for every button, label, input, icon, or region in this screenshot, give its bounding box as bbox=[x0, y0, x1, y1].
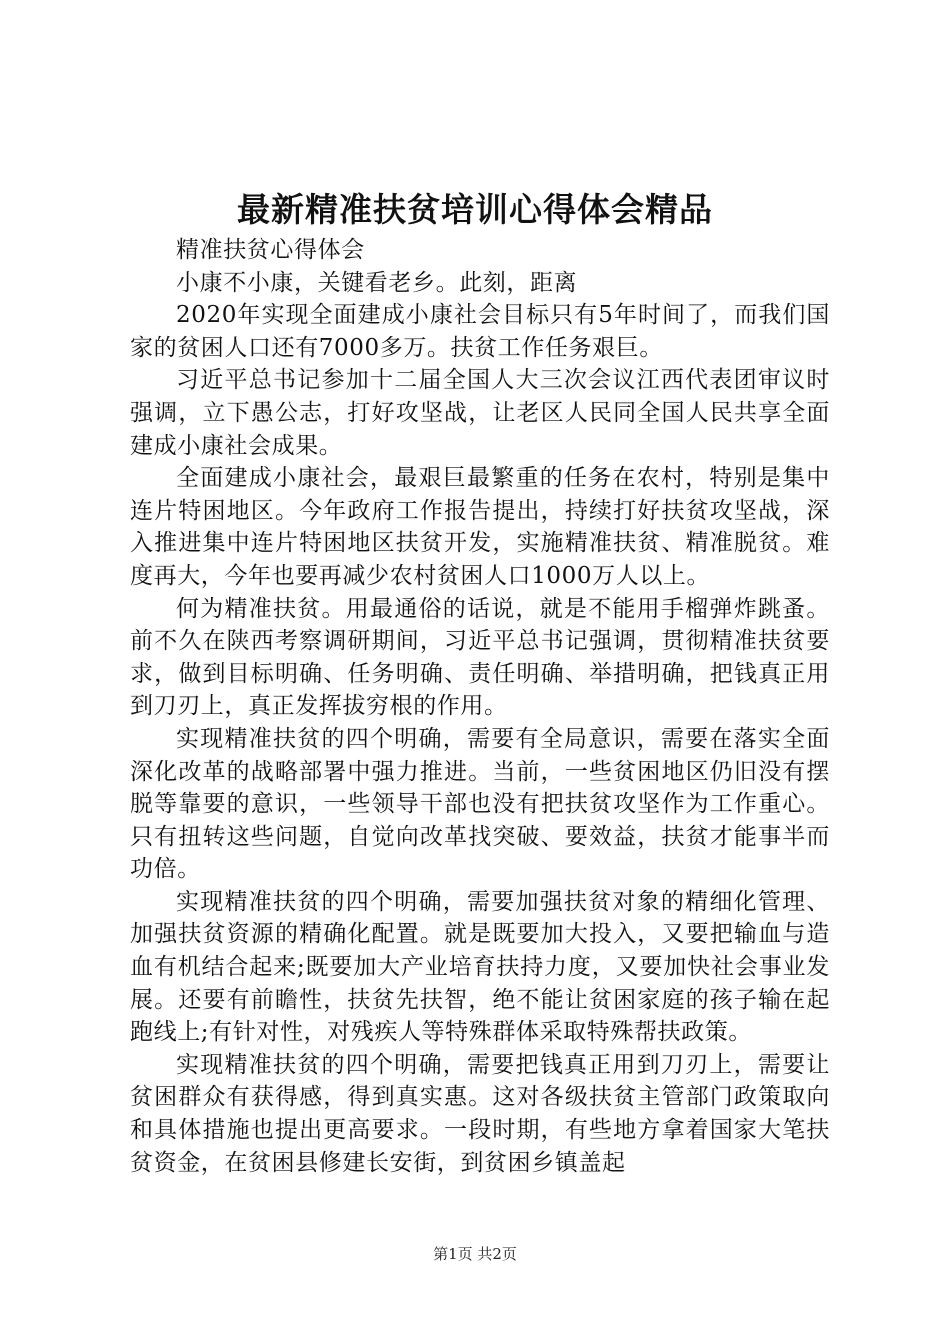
document-body bbox=[130, 234, 830, 1179]
paragraph: 何为精准扶贫。用最通俗的话说，就是不能用手榴弹炸跳蚤。前不久在陕西考察调研期间，习近平总书记强调，贯彻精准扶贫要求，做到目标明确、任务明确、责任明确、举措明确，把钱真正用到刀刃上，真正发挥拔穷根的作用。 bbox=[130, 595, 830, 720]
paragraph: 实现精准扶贫的四个明确，需要把钱真正用到刀刃上，需要让贫困群众有获得感，得到真实惠。这对各级扶贫主管部门政策取向和具体措施也提出更高要求。一段时期，有些地方拿着国家大笔扶贫资金，在贫困县修建长安街，到贫困乡镇盖起 bbox=[130, 1051, 830, 1176]
paragraph: 精准扶贫心得体会 bbox=[176, 237, 365, 263]
paragraph: 全面建成小康社会，最艰巨最繁重的任务在农村，特别是集中连片特困地区。今年政府工作报告提出，持续打好扶贫攻坚战，深入推进集中连片特困地区扶贫开发，实施精准扶贫、精准脱贫。难度再大，今年也要再减少农村贫困人口1000万人以上。 bbox=[130, 465, 830, 589]
paragraph: 实现精准扶贫的四个明确，需要加强扶贫对象的精细化管理、加强扶贫资源的精确化配置。就是既要加大投入，又要把输血与造血有机结合起来;既要加大产业培育扶持力度，又要加快社会事业发展。还要有前瞻性，扶贫先扶智，绝不能让贫困家庭的孩子输在起跑线上;有针对性，对残疾人等特殊群体采取特殊帮扶政策。 bbox=[130, 888, 830, 1046]
paragraph: 实现精准扶贫的四个明确，需要有全局意识，需要在落实全面深化改革的战略部署中强力推进。当前，一些贫困地区仍旧没有摆脱等靠要的意识，一些领导干部也没有把扶贫攻坚作为工作重心。只有扭转这些问题，自觉向改革找突破、要效益，扶贫才能事半而功倍。 bbox=[130, 725, 830, 883]
paragraph: 小康不小康，关键看老乡。此刻，距离 bbox=[176, 269, 578, 296]
document-title: 最新精准扶贫培训心得体会精品 bbox=[237, 190, 713, 229]
page-footer: 第1页 共2页 bbox=[433, 1245, 517, 1263]
paragraph: 2020年实现全面建成小康社会目标只有5年时间了，而我们国家的贫困人口还有7000多万。扶贫工作任务艰巨。 bbox=[130, 302, 830, 361]
paragraph: 习近平总书记参加十二届全国人大三次会议江西代表团审议时强调，立下愚公志，打好攻坚战，让老区人民同全国人民共享全面建成小康社会成果。 bbox=[130, 367, 830, 459]
